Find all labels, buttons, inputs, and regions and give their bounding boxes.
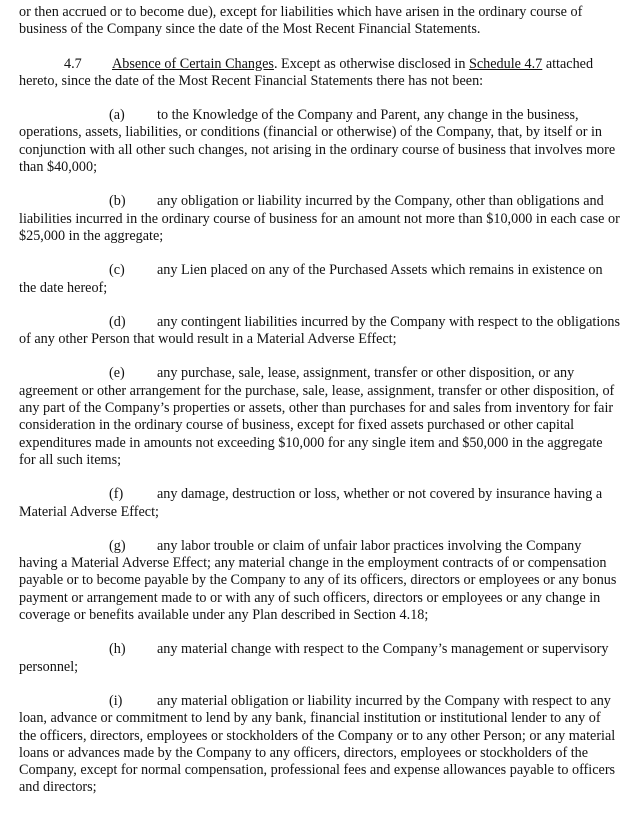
item-text: to the Knowledge of the Company and Parent, any change in the business, operations, assets, liabilities, or conditions (financial or otherwise) of the Company, that, by itself or in conjunction with all other such changes, not arising in the ordinary course of business that involves more than $40,000; — [19, 107, 616, 176]
item-label: (a) — [109, 107, 125, 124]
item-b-paragraph — [19, 193, 621, 245]
item-c-paragraph — [19, 262, 621, 297]
document-page — [19, 4, 621, 814]
section-4-7-paragraph — [19, 56, 621, 91]
item-d-paragraph — [19, 314, 621, 349]
item-f-paragraph — [19, 486, 621, 521]
schedule-reference: Schedule 4.7 — [468, 55, 543, 72]
section-number: 4.7 — [64, 55, 82, 72]
item-i-paragraph — [19, 693, 621, 797]
section-title: Absence of Certain Changes — [112, 55, 274, 72]
item-h-paragraph — [19, 641, 621, 676]
item-text: any labor trouble or claim of unfair labor practices involving the Company having a Material Adverse Effect; any material change in the employment contracts of or compensation payable or to become payable by the Company to any of its officers, directors or employees or any bonus payment or arrangement made to or with any of such officers, directors or employees or any change in coverage or benefits available under any Plan described in Section 4.18; — [19, 537, 617, 624]
item-text: any damage, destruction or loss, whether or not covered by insurance having a Material Adverse Effect; — [19, 486, 603, 520]
item-text: any contingent liabilities incurred by the Company with respect to the obligations of any other Person that would result in a Material Adverse Effect; — [19, 313, 620, 348]
item-e-paragraph — [19, 365, 621, 469]
item-label: (c) — [109, 262, 125, 279]
item-text: any purchase, sale, lease, assignment, transfer or other disposition, or any agreement or other arrangement for the purchase, sale, lease, assignment, transfer or other disposition, of any part of the Company’s properties or assets, other than purchases for and sales from inventory for fair consideration in the ordinary course of business, except for fixed assets purchased or other capital expenditures made in amounts not exceeding $10,000 for any single item and $50,000 in the aggregate for all such items; — [19, 365, 615, 468]
item-text: any material change with respect to the Company’s management or supervisory personnel; — [19, 641, 609, 675]
item-text: any material obligation or liability incurred by the Company with respect to any loan, advance or commitment to lend by any bank, financial institution or institutional lender to any of the officers, directors, employees or stockholders of the Company or to any other Person; or any material loans or advances made by the Company to any officers, directors, employees or stockholders of the Company, except for normal compensation, professional fees and expense allowances payable to officers and directors; — [19, 692, 616, 796]
item-label: (f) — [109, 486, 124, 503]
section-intro-after: attached hereto, since the date of the Most Recent Financial Statements there has not been: — [19, 55, 594, 89]
item-a-paragraph — [19, 107, 621, 176]
item-label: (g) — [109, 537, 126, 554]
item-g-paragraph — [19, 538, 621, 624]
section-intro-before: . Except as otherwise disclosed in — [273, 55, 469, 72]
carryover-paragraph: or then accrued or to become due), except for liabilities which have arisen in the ordinary course of business of the Company since the date of the Most Recent Financial Statements. — [19, 4, 583, 38]
item-label: (h) — [109, 641, 126, 658]
item-label: (d) — [109, 313, 126, 330]
item-label: (i) — [109, 692, 123, 709]
item-label: (e) — [109, 365, 125, 382]
item-text: any Lien placed on any of the Purchased Assets which remains in existence on the date hereof; — [19, 262, 603, 296]
item-label: (b) — [109, 193, 126, 210]
item-text: any obligation or liability incurred by the Company, other than obligations and liabilities incurred in the ordinary course of business for an amount not more than $10,000 in each case or $25,000 in the aggregate; — [19, 193, 620, 244]
